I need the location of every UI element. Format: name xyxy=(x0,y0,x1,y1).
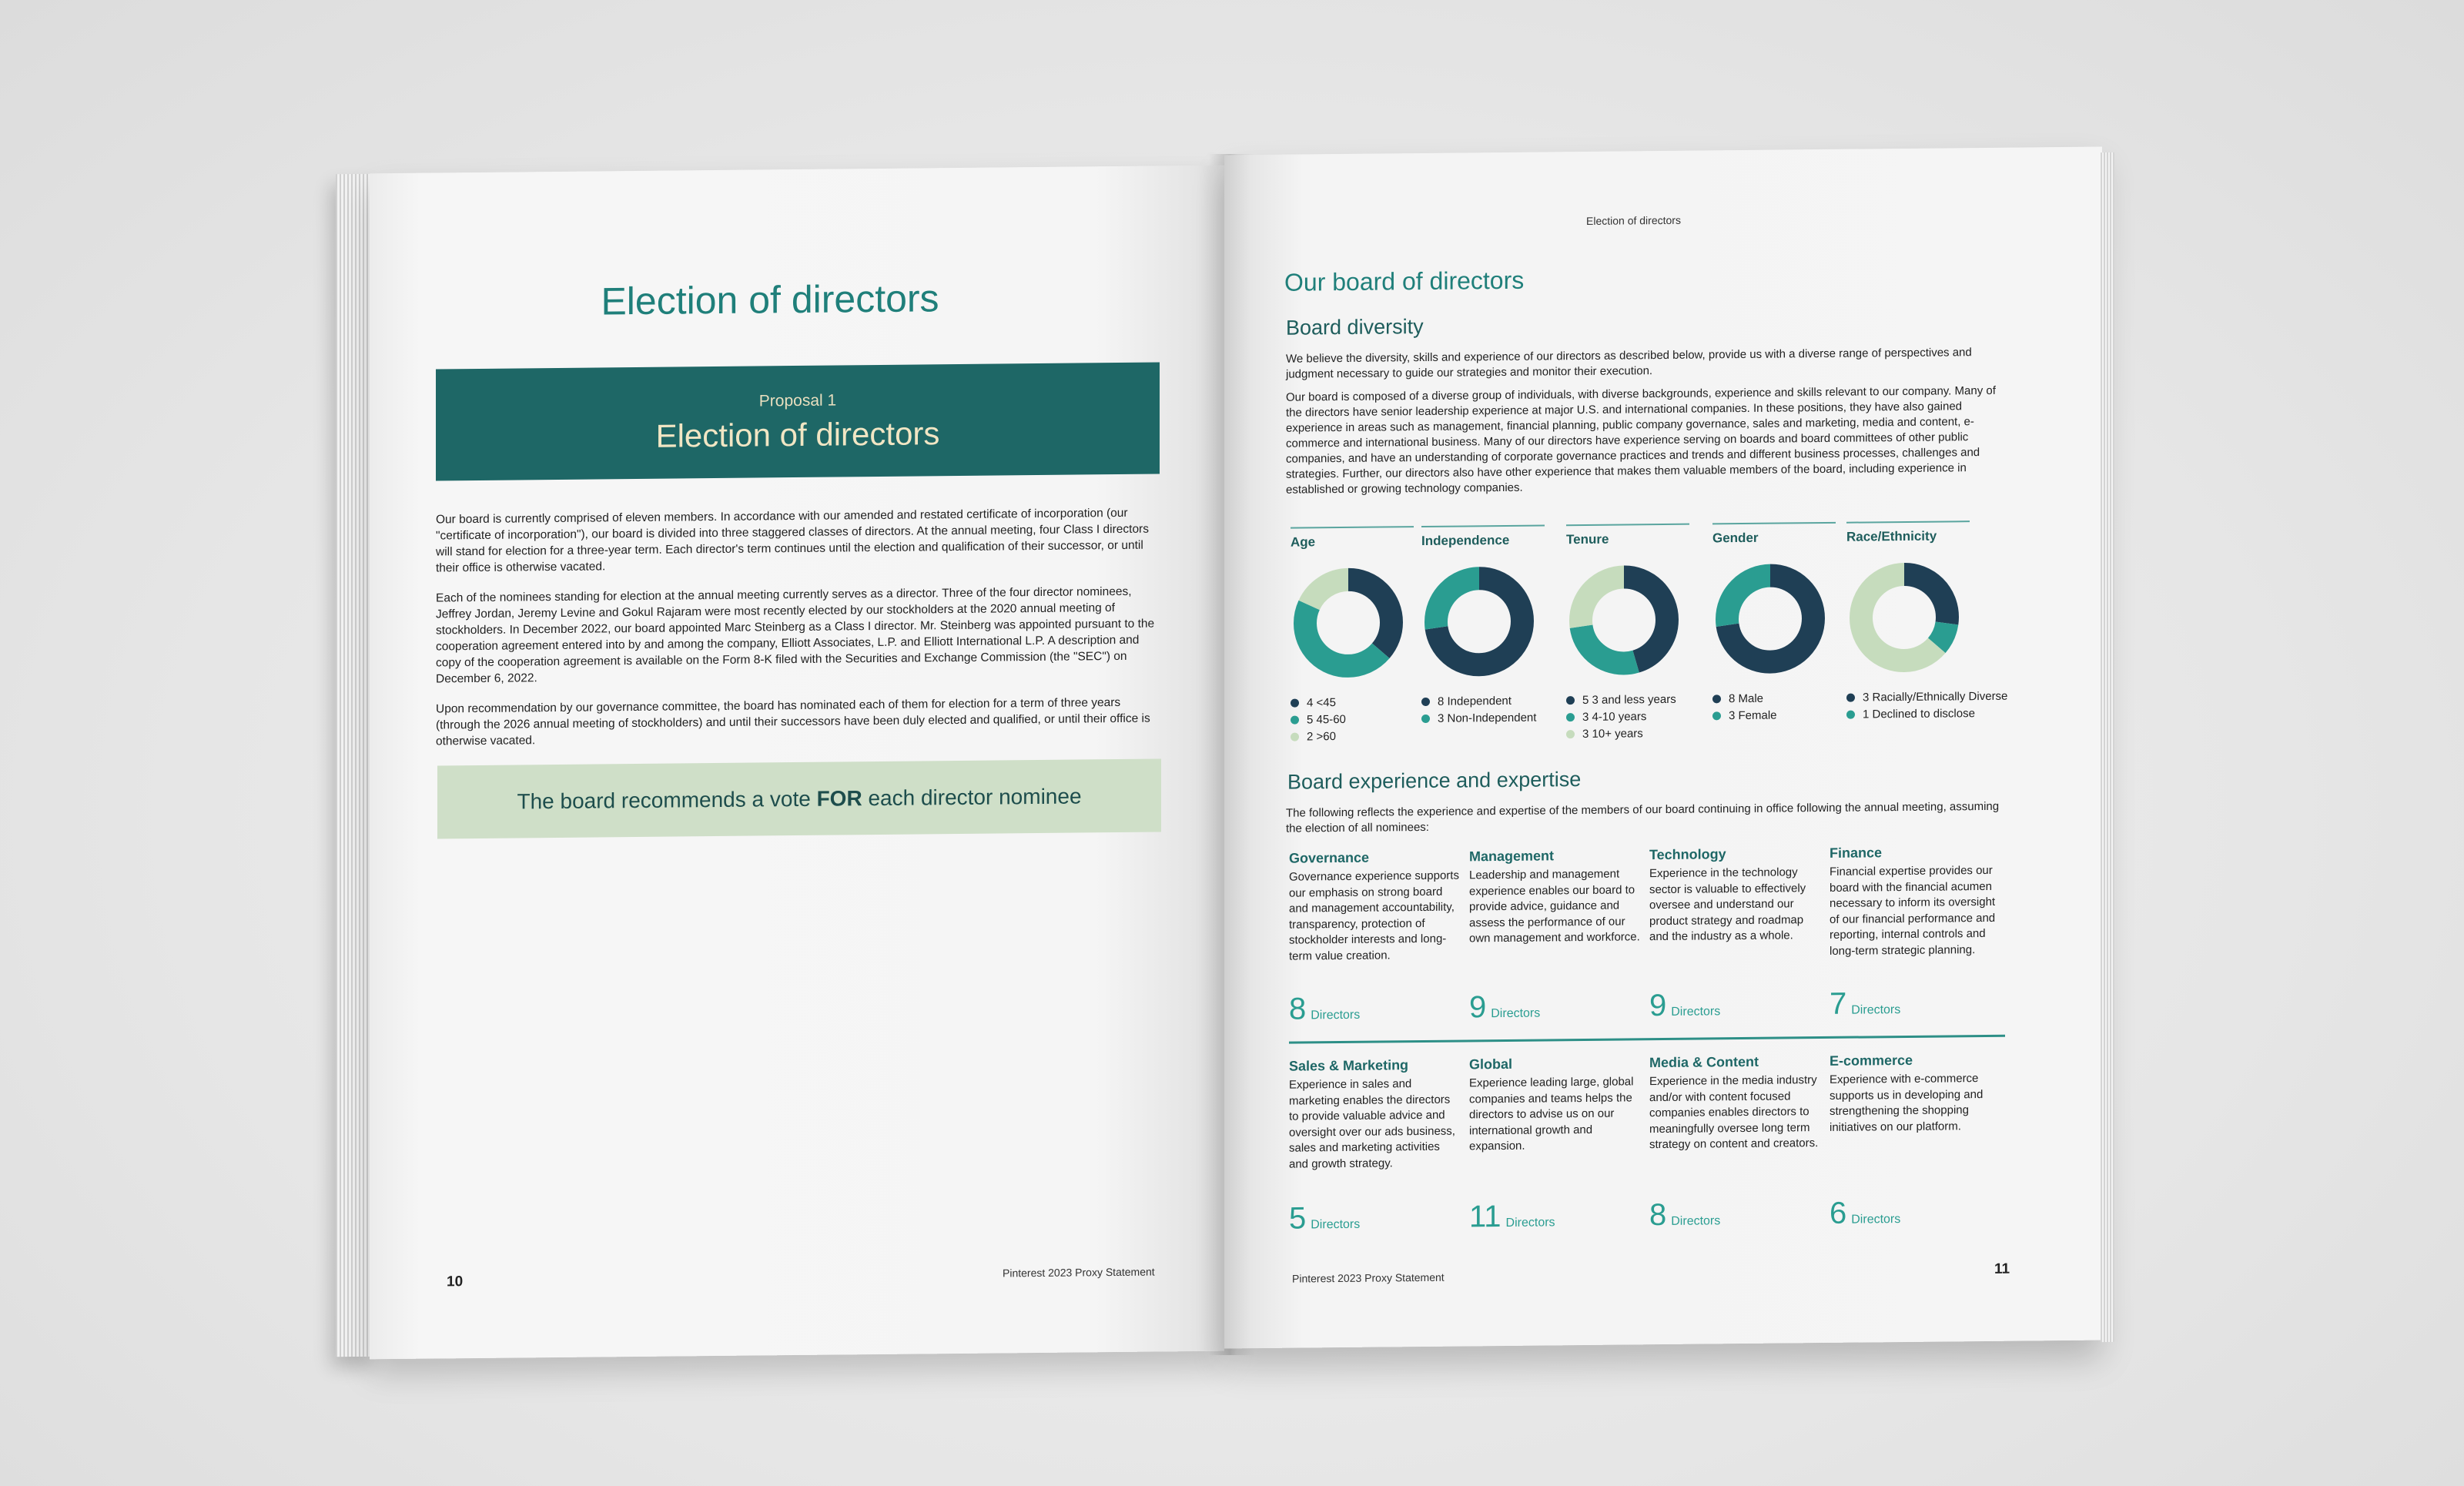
expertise-description: Experience in sales and marketing enables the directors to provide valuable advice and oversight over our ads business, sales and marketing activities and growth strategy. xyxy=(1289,1077,1455,1171)
legend-swatch xyxy=(1421,715,1430,723)
recommend-text-post: each director nominee xyxy=(862,784,1082,811)
expertise-director-count xyxy=(1469,990,1540,1026)
section-heading-board: Our board of directors xyxy=(1284,266,1525,296)
legend-swatch xyxy=(1291,699,1299,708)
donut-title: Tenure xyxy=(1566,524,1689,553)
expertise-title: E-commerce xyxy=(1830,1052,1913,1069)
expertise-description: Experience in the technology sector is valuable to effectively oversee and understand our product strategy and roadmap and the industry as a whole. xyxy=(1649,865,1806,944)
recommend-text-pre: The board recommends a vote xyxy=(517,786,817,814)
legend-label: 8 Male xyxy=(1729,691,1764,706)
legend-item xyxy=(1846,688,2007,707)
donut-legend xyxy=(1566,691,1689,744)
donut-title: Independence xyxy=(1421,524,1545,554)
paragraph-board-composition: Our board is currently comprised of eleven members. In accordance with our amended and restated certificate of incorporation (our "certificate of incorporation"), our board is divided into three staggered classes of directors. At the annual meeting, four Class I directors will stand for election for a three-year term. Each director's term continues until the election and qualification of their successor, or until their office is otherwise vacated. xyxy=(436,506,1149,575)
legend-item xyxy=(1421,709,1545,728)
legend-swatch xyxy=(1421,698,1430,706)
legend-item xyxy=(1291,694,1414,712)
donut-legend xyxy=(1421,692,1545,728)
legend-item xyxy=(1291,711,1414,729)
expertise-title: Governance xyxy=(1289,849,1370,866)
director-count-label: Directors xyxy=(1505,1216,1555,1230)
legend-swatch xyxy=(1566,713,1575,721)
expertise-description: Governance experience supports our emphasis on strong board and management accountability, transparency, protection of stockholder interests and long-term value creation. xyxy=(1289,869,1459,963)
left-page xyxy=(370,166,1224,1360)
director-count-label: Directors xyxy=(1491,1006,1541,1021)
expertise-item xyxy=(1469,847,1640,947)
donut-chart-2 xyxy=(1566,524,1689,744)
proposal-banner xyxy=(436,362,1160,480)
footer-right: Pinterest 2023 Proxy Statement xyxy=(1292,1270,1445,1285)
expertise-item xyxy=(1469,1055,1640,1155)
director-count-label: Directors xyxy=(1311,1217,1361,1232)
expertise-item xyxy=(1830,1052,2000,1136)
legend-swatch xyxy=(1566,696,1575,705)
director-count-number: 5 xyxy=(1289,1201,1307,1236)
director-count-number: 9 xyxy=(1649,988,1667,1023)
director-count-label: Directors xyxy=(1851,1003,1901,1017)
expertise-description: Financial expertise provides our board with the financial acumen necessary to inform its oversight of our financial performance and reporting, internal controls and long-term strategic planning. xyxy=(1830,863,1996,958)
paragraph-recommendation: Upon recommendation by our governance committee, the board has nominated each of them for election for a term of three years (through the 2026 annual meeting of stockholders) and until their successors have been duly elected and qualified, or until their office is otherwise vacated. xyxy=(436,695,1150,748)
expertise-title: Finance xyxy=(1830,845,1883,861)
expertise-description: Experience in the media industry and/or with content focused companies enables directors to meaningfully oversee long term strategy on content and creators. xyxy=(1649,1073,1819,1152)
paragraph-experience-intro: The following reflects the experience and expertise of the members of our board continuing in office following the annual meeting, assuming the election of all nominees: xyxy=(1286,799,2000,835)
legend-item xyxy=(1846,705,2007,724)
expertise-item xyxy=(1649,845,1820,945)
donut-chart-1 xyxy=(1421,524,1545,728)
proposal-label: Proposal 1 xyxy=(758,391,837,410)
paragraph-diversity-intro: We believe the diversity, skills and experience of our directors as described below, provide us with a diverse range of perspectives and judgment necessary to guide our strategies and monitor their execution. xyxy=(1286,346,1972,381)
expertise-title: Media & Content xyxy=(1649,1053,1759,1071)
expertise-description: Leadership and management experience enables our board to provide advice, guidance and assess the performance of our own management and workforce. xyxy=(1469,867,1640,945)
vote-recommendation-box xyxy=(437,758,1161,838)
right-page xyxy=(1224,147,2102,1349)
donut-chart-0 xyxy=(1291,526,1414,746)
director-count-label: Directors xyxy=(1671,1214,1721,1228)
donut-graphic xyxy=(1846,559,1962,675)
director-count-number: 9 xyxy=(1469,990,1487,1025)
director-count-number: 6 xyxy=(1830,1196,1847,1230)
section-heading-experience: Board experience and expertise xyxy=(1287,768,1582,794)
legend-item xyxy=(1712,707,1836,725)
right-page-stack xyxy=(2101,152,2114,1342)
donut-legend xyxy=(1846,688,2007,724)
paragraph-diversity-detail: Our board is composed of a diverse group of individuals, with diverse backgrounds, experience and skills relevant to our company. Many of the directors have senior leadership experience at major U.S. and international companies. In these positions, they have also gained experience in areas such as management, financial planning, public company governance, sales and marketing, media and content, e-commerce and international business. Many of our directors have experience serving on boards and board committees of other public companies, and have an understanding of corporate governance practices and trends and different business processes, challenges and strategies. Further, our directors also have other experience that makes them valuable members of the board, including experience in established or growing technology companies. xyxy=(1286,383,1996,497)
donut-legend xyxy=(1712,690,1836,725)
expertise-title: Global xyxy=(1469,1056,1513,1073)
director-count-number: 8 xyxy=(1649,1197,1667,1233)
director-count-label: Directors xyxy=(1851,1213,1901,1227)
expertise-description: Experience leading large, global companies and teams helps the directors to advise us on our international growth and expansion. xyxy=(1469,1075,1634,1153)
expertise-item xyxy=(1289,1057,1460,1173)
legend-label: 3 10+ years xyxy=(1582,727,1643,741)
legend-swatch xyxy=(1846,711,1855,719)
director-count-number: 8 xyxy=(1289,992,1307,1026)
donut-graphic xyxy=(1712,561,1828,677)
expertise-divider xyxy=(1289,1035,2005,1044)
expertise-director-count xyxy=(1649,1197,1720,1233)
running-header: Election of directors xyxy=(1586,213,1681,227)
donut-graphic xyxy=(1566,562,1682,678)
legend-item xyxy=(1566,708,1689,727)
donut-legend xyxy=(1291,694,1414,746)
legend-item xyxy=(1566,691,1689,710)
donut-chart-4 xyxy=(1846,520,2007,724)
expertise-director-count xyxy=(1289,1201,1360,1237)
expertise-director-count xyxy=(1830,986,1900,1022)
legend-label: 1 Declined to disclose xyxy=(1863,707,1975,721)
section-heading-diversity: Board diversity xyxy=(1286,314,1424,340)
expertise-director-count xyxy=(1469,1199,1555,1234)
expertise-item xyxy=(1830,844,2000,959)
donut-graphic xyxy=(1421,564,1537,680)
legend-label: 2 >60 xyxy=(1307,730,1336,744)
legend-item xyxy=(1566,725,1689,744)
director-count-label: Directors xyxy=(1671,1005,1721,1019)
expertise-item xyxy=(1649,1053,1820,1153)
expertise-item xyxy=(1289,849,1460,965)
page-number-left: 10 xyxy=(447,1273,464,1290)
expertise-director-count xyxy=(1289,992,1360,1027)
legend-swatch xyxy=(1712,694,1721,703)
donut-chart-3 xyxy=(1712,522,1836,725)
legend-label: 3 Racially/Ethnically Diverse xyxy=(1863,689,2008,705)
expertise-title: Sales & Marketing xyxy=(1289,1057,1409,1074)
expertise-title: Management xyxy=(1469,848,1555,865)
page-number-right: 11 xyxy=(1994,1260,2010,1277)
director-count-number: 7 xyxy=(1830,986,1847,1021)
legend-label: 3 4-10 years xyxy=(1582,710,1647,725)
legend-label: 4 <45 xyxy=(1307,696,1336,710)
legend-label: 8 Independent xyxy=(1438,694,1512,708)
director-count-number: 11 xyxy=(1469,1200,1502,1234)
legend-swatch xyxy=(1566,730,1575,738)
expertise-description: Experience with e-commerce supports us in developing and strengthening the shopping initiatives on our platform. xyxy=(1830,1072,1984,1134)
legend-item xyxy=(1712,690,1836,708)
expertise-director-count xyxy=(1649,988,1720,1023)
legend-label: 3 Non-Independent xyxy=(1438,711,1537,725)
page-title: Election of directors xyxy=(601,276,939,323)
proposal-title: Election of directors xyxy=(655,415,940,454)
legend-swatch xyxy=(1846,694,1855,702)
donut-graphic xyxy=(1291,564,1406,681)
donut-title: Race/Ethnicity xyxy=(1846,520,1970,550)
footer-left: Pinterest 2023 Proxy Statement xyxy=(1003,1265,1155,1280)
paragraph-nominees: Each of the nominees standing for election at the annual meeting currently serves as a director. Three of the four director nominees, Jeffrey Jordan, Jeremy Levine and Gokul Rajaram were most recently elected by our stockholders at the 2020 annual meeting of stockholders. In December 2022, our board appointed Marc Steinberg as a Class I director. Mr. Steinberg was appointed pursuant to the cooperation agreement entered into by and among the company, Elliott Associates, L.P. and Elliott International L.P. A description and copy of the cooperation agreement is available on the Form 8-K filed with the Securities and Exchange Commission (the "SEC") on December 6, 2022. xyxy=(436,584,1155,686)
legend-swatch xyxy=(1712,711,1721,720)
legend-item xyxy=(1291,728,1414,746)
expertise-title: Technology xyxy=(1649,846,1726,863)
legend-swatch xyxy=(1291,716,1299,725)
donut-title: Age xyxy=(1291,526,1414,555)
donut-title: Gender xyxy=(1712,522,1836,551)
legend-item xyxy=(1421,692,1545,711)
legend-label: 5 45-60 xyxy=(1307,712,1346,727)
director-count-label: Directors xyxy=(1311,1008,1361,1022)
legend-swatch xyxy=(1291,733,1299,741)
expertise-director-count xyxy=(1830,1196,1900,1231)
legend-label: 5 3 and less years xyxy=(1582,692,1676,708)
recommend-text-bold: FOR xyxy=(816,786,862,811)
legend-label: 3 Female xyxy=(1729,708,1777,723)
